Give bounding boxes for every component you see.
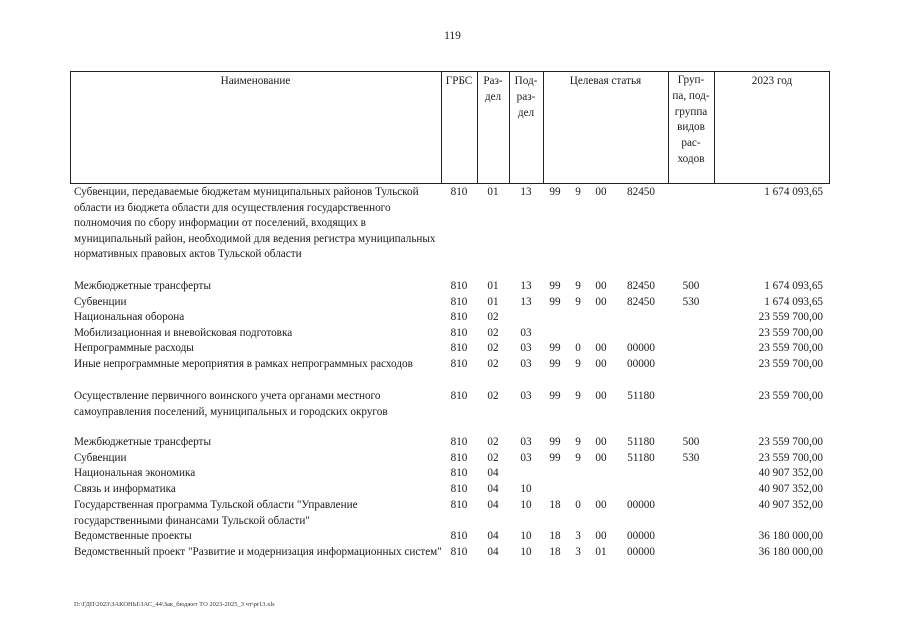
cell-pr: 13 <box>520 296 532 308</box>
cell-pr: 10 <box>520 546 532 558</box>
cell-grbs: 810 <box>450 436 468 448</box>
cell-t2: 9 <box>575 186 581 198</box>
cell-t1: 18 <box>549 499 561 511</box>
cell-t3: 00 <box>595 280 607 292</box>
cell-t1: 99 <box>549 452 561 464</box>
cell-sum: 40 907 352,00 <box>758 499 823 511</box>
cell-grbs: 810 <box>450 296 468 308</box>
page-number: 119 <box>444 30 461 42</box>
row-name: Связь и информатика <box>74 483 176 495</box>
row-name: Субвенции <box>74 452 127 464</box>
cell-pr: 13 <box>520 280 532 292</box>
cell-t1: 99 <box>549 436 561 448</box>
header-razdel: Раз- дел <box>483 75 503 103</box>
cell-sum: 23 559 700,00 <box>758 436 823 448</box>
cell-grbs: 810 <box>450 358 468 370</box>
cell-t2: 9 <box>575 358 581 370</box>
cell-sum: 23 559 700,00 <box>758 452 823 464</box>
row-name: Межбюджетные трансферты <box>74 280 211 292</box>
cell-grbs: 810 <box>450 499 468 511</box>
cell-t4: 82450 <box>627 296 655 308</box>
cell-pr: 10 <box>520 499 532 511</box>
header-name: Наименование <box>220 75 291 87</box>
cell-t2: 0 <box>575 342 581 354</box>
cell-t4: 00000 <box>627 358 655 370</box>
cell-sum: 40 907 352,00 <box>758 467 823 479</box>
cell-t4: 51180 <box>627 436 655 448</box>
cell-t4: 82450 <box>627 280 655 292</box>
cell-rz: 02 <box>487 390 499 402</box>
cell-grbs: 810 <box>450 342 468 354</box>
cell-sum: 23 559 700,00 <box>758 358 823 370</box>
cell-t2: 9 <box>575 296 581 308</box>
cell-t4: 00000 <box>627 499 655 511</box>
cell-vr: 530 <box>682 296 700 308</box>
cell-t3: 00 <box>595 358 607 370</box>
cell-pr: 03 <box>520 436 532 448</box>
cell-sum: 23 559 700,00 <box>758 327 823 339</box>
cell-grbs: 810 <box>450 452 468 464</box>
cell-rz: 01 <box>487 280 499 292</box>
cell-vr: 500 <box>682 436 700 448</box>
cell-sum: 40 907 352,00 <box>758 483 823 495</box>
cell-grbs: 810 <box>450 530 468 542</box>
cell-t4: 51180 <box>627 452 655 464</box>
cell-rz: 02 <box>487 327 499 339</box>
cell-t1: 99 <box>549 342 561 354</box>
row-name: Национальная экономика <box>74 467 196 479</box>
cell-rz: 04 <box>487 499 499 511</box>
cell-vr: 530 <box>682 452 700 464</box>
row-name: Межбюджетные трансферты <box>74 436 211 448</box>
cell-sum: 23 559 700,00 <box>758 342 823 354</box>
cell-t1: 18 <box>549 530 561 542</box>
cell-pr: 03 <box>520 390 532 402</box>
cell-t1: 99 <box>549 390 561 402</box>
cell-t1: 99 <box>549 296 561 308</box>
cell-rz: 02 <box>487 436 499 448</box>
cell-t2: 3 <box>575 530 581 542</box>
row-name: Ведомственный проект "Развитие и модернизация информационных систем" <box>74 546 442 558</box>
cell-t3: 00 <box>595 499 607 511</box>
cell-t3: 00 <box>595 436 607 448</box>
cell-t1: 99 <box>549 280 561 292</box>
row-name: Субвенции, передаваемые бюджетам муниципальных районов Тульской области из бюджета области для осуществления государственного полномочия по сбору информации от поселений, входящих в муниципальный район, необходимой для ведения регистра муниципальных нормативных правовых актов Тульской области <box>74 186 436 260</box>
cell-vr: 500 <box>682 280 700 292</box>
cell-pr: 10 <box>520 483 532 495</box>
cell-t2: 0 <box>575 499 581 511</box>
cell-rz: 04 <box>487 546 499 558</box>
cell-t1: 99 <box>549 186 561 198</box>
cell-t2: 9 <box>575 390 581 402</box>
cell-pr: 03 <box>520 358 532 370</box>
header-expense-group: Груп- па, под- группа видов рас- ходов <box>672 74 710 165</box>
row-name: Осуществление первичного воинского учета органами местного самоуправления поселений, муниципальных и городских округов <box>74 390 388 418</box>
cell-grbs: 810 <box>450 280 468 292</box>
row-name: Непрограммные расходы <box>74 342 194 354</box>
cell-t3: 00 <box>595 390 607 402</box>
cell-sum: 1 674 093,65 <box>764 296 823 308</box>
cell-t1: 99 <box>549 358 561 370</box>
header-podrazdel: Под- раз- дел <box>514 75 538 119</box>
cell-t3: 00 <box>595 342 607 354</box>
cell-rz: 04 <box>487 530 499 542</box>
cell-t4: 00000 <box>627 530 655 542</box>
row-name: Мобилизационная и вневойсковая подготовка <box>74 327 293 339</box>
cell-sum: 36 180 000,00 <box>758 530 823 542</box>
header-year: 2023 год <box>751 75 793 87</box>
row-name: Государственная программа Тульской области "Управление государственными финансами Тульской области" <box>74 499 358 527</box>
cell-grbs: 810 <box>450 546 468 558</box>
cell-pr: 03 <box>520 452 532 464</box>
cell-t4: 82450 <box>627 186 655 198</box>
cell-rz: 02 <box>487 311 499 323</box>
cell-sum: 1 674 093,65 <box>764 186 823 198</box>
cell-pr: 13 <box>520 186 532 198</box>
cell-rz: 02 <box>487 358 499 370</box>
footer-file-path: D:\ГДП\2023\ЗАКОНЫ\ЗАС_44\Зак_бюджет ТО 2023-2025_3 чт\pr13.xls <box>74 601 275 608</box>
cell-t2: 9 <box>575 436 581 448</box>
cell-rz: 01 <box>487 186 499 198</box>
header-grbs: ГРБС <box>445 75 473 87</box>
cell-t3: 00 <box>595 452 607 464</box>
cell-rz: 01 <box>487 296 499 308</box>
cell-grbs: 810 <box>450 311 468 323</box>
cell-t3: 00 <box>595 186 607 198</box>
cell-grbs: 810 <box>450 390 468 402</box>
cell-t4: 00000 <box>627 342 655 354</box>
cell-sum: 23 559 700,00 <box>758 390 823 402</box>
cell-rz: 04 <box>487 467 499 479</box>
cell-t1: 18 <box>549 546 561 558</box>
cell-grbs: 810 <box>450 186 468 198</box>
cell-pr: 03 <box>520 342 532 354</box>
cell-grbs: 810 <box>450 467 468 479</box>
row-name: Иные непрограммные мероприятия в рамках непрограммных расходов <box>74 358 413 370</box>
header-target-article: Целевая статья <box>569 75 642 87</box>
cell-t3: 00 <box>595 296 607 308</box>
cell-grbs: 810 <box>450 483 468 495</box>
cell-rz: 02 <box>487 342 499 354</box>
cell-t3: 00 <box>595 530 607 542</box>
cell-pr: 03 <box>520 327 532 339</box>
cell-t2: 3 <box>575 546 581 558</box>
cell-sum: 23 559 700,00 <box>758 311 823 323</box>
cell-rz: 02 <box>487 452 499 464</box>
cell-pr: 10 <box>520 530 532 542</box>
cell-t2: 9 <box>575 280 581 292</box>
cell-t4: 00000 <box>627 546 655 558</box>
cell-sum: 1 674 093,65 <box>764 280 823 292</box>
cell-rz: 04 <box>487 483 499 495</box>
row-name: Национальная оборона <box>74 311 185 323</box>
cell-t3: 01 <box>595 546 607 558</box>
row-name: Ведомственные проекты <box>74 530 192 542</box>
cell-sum: 36 180 000,00 <box>758 546 823 558</box>
cell-t2: 9 <box>575 452 581 464</box>
cell-t4: 51180 <box>627 390 655 402</box>
cell-grbs: 810 <box>450 327 468 339</box>
row-name: Субвенции <box>74 296 127 308</box>
